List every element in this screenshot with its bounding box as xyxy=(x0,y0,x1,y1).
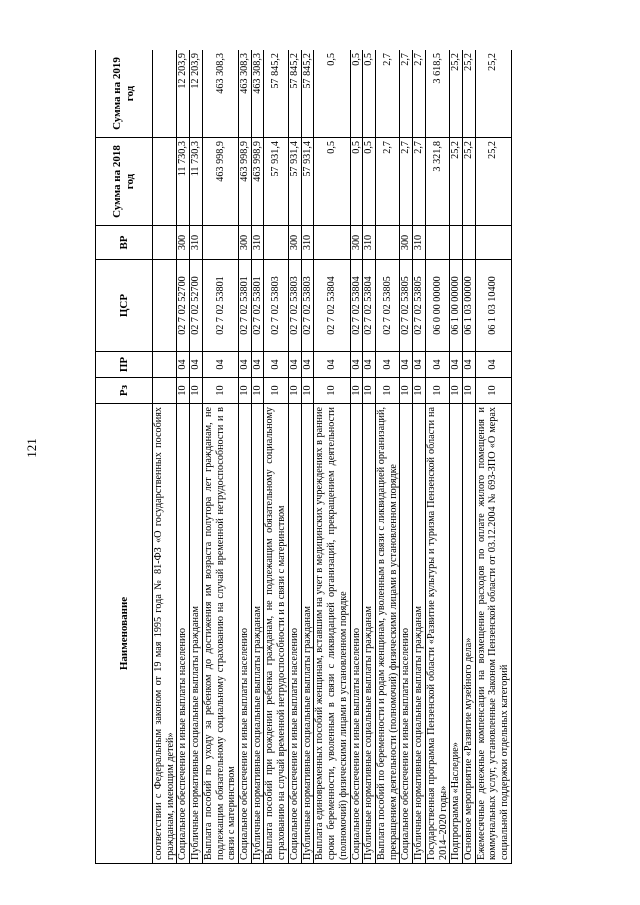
cell-csr: 02 7 02 52700 xyxy=(190,260,203,352)
table-row xyxy=(400,50,413,864)
cell-pr: 04 xyxy=(400,352,413,378)
cell-name: Ежемесячные денежные компенсации на возмещение расходов по оплате жилого помещения и коммунальных услуг, установленные Законом Пензенской области от 03.12.2004 № 693-ЗПО «О мерах социальной поддержки отдельных категорий xyxy=(475,404,511,864)
cell-rz: 10 xyxy=(202,378,238,404)
cell-sum-2019: 2,7 xyxy=(413,50,426,138)
cell-sum-2018: 57 931,4 xyxy=(301,138,314,226)
cell-pr: 04 xyxy=(301,352,314,378)
cell-sum-2018: 463 998,9 xyxy=(239,138,252,226)
cell-pr: 04 xyxy=(288,352,301,378)
cell-pr xyxy=(153,352,177,378)
cell-sum-2019: 57 845,2 xyxy=(301,50,314,138)
cell-csr: 02 7 02 53804 xyxy=(350,260,363,352)
cell-name: Социальное обеспечение и иные выплаты населению xyxy=(239,404,252,864)
cell-csr: 06 1 03 00000 xyxy=(462,260,475,352)
table-frame xyxy=(95,50,570,864)
cell-sum-2018: 11 730,3 xyxy=(190,138,203,226)
cell-vr: 310 xyxy=(251,226,264,260)
cell-vr: 310 xyxy=(190,226,203,260)
table-row xyxy=(350,50,363,864)
cell-pr: 04 xyxy=(413,352,426,378)
cell-csr: 02 7 02 53805 xyxy=(413,260,426,352)
cell-name: Социальное обеспечение и иные выплаты населению xyxy=(350,404,363,864)
cell-vr: 300 xyxy=(177,226,190,260)
cell-sum-2018: 3 321,8 xyxy=(425,138,449,226)
table-row xyxy=(363,50,376,864)
header-csr: ЦСР xyxy=(96,260,153,352)
cell-sum-2019: 463 308,3 xyxy=(202,50,238,138)
budget-table xyxy=(95,50,512,864)
page-number: 121 xyxy=(24,438,39,458)
table-row xyxy=(425,50,449,864)
cell-sum-2019: 463 308,3 xyxy=(251,50,264,138)
cell-name: Основное мероприятие «Развитие музейного дела» xyxy=(462,404,475,864)
header-vr: ВР xyxy=(96,226,153,260)
cell-sum-2018: 2,7 xyxy=(400,138,413,226)
cell-sum-2019: 0,5 xyxy=(314,50,350,138)
cell-sum-2019: 2,7 xyxy=(375,50,399,138)
cell-vr xyxy=(264,226,288,260)
cell-csr: 02 7 02 53805 xyxy=(375,260,399,352)
table-row xyxy=(153,50,177,864)
cell-sum-2019 xyxy=(153,50,177,138)
cell-csr: 06 1 03 10400 xyxy=(475,260,511,352)
cell-csr: 02 7 02 53805 xyxy=(400,260,413,352)
table-row xyxy=(475,50,511,864)
table-row xyxy=(239,50,252,864)
table-row xyxy=(251,50,264,864)
cell-sum-2018: 11 730,3 xyxy=(177,138,190,226)
cell-sum-2018: 2,7 xyxy=(413,138,426,226)
header-sum-2018: Сумма на 2018 год xyxy=(96,138,153,226)
cell-name: Публичные нормативные социальные выплаты гражданам xyxy=(363,404,376,864)
cell-sum-2018: 25,2 xyxy=(475,138,511,226)
cell-pr: 04 xyxy=(375,352,399,378)
cell-sum-2019: 0,5 xyxy=(350,50,363,138)
cell-rz xyxy=(153,378,177,404)
header-name: Наименование xyxy=(96,404,153,864)
cell-rz: 10 xyxy=(413,378,426,404)
cell-pr: 04 xyxy=(177,352,190,378)
table-row xyxy=(202,50,238,864)
cell-sum-2019: 25,2 xyxy=(475,50,511,138)
cell-sum-2019: 25,2 xyxy=(450,50,463,138)
cell-vr xyxy=(475,226,511,260)
cell-sum-2018: 0,5 xyxy=(363,138,376,226)
cell-csr: 06 0 00 00000 xyxy=(425,260,449,352)
cell-sum-2018: 463 998,9 xyxy=(251,138,264,226)
cell-rz: 10 xyxy=(450,378,463,404)
cell-vr: 300 xyxy=(288,226,301,260)
cell-rz: 10 xyxy=(264,378,288,404)
cell-vr xyxy=(375,226,399,260)
cell-vr xyxy=(425,226,449,260)
cell-pr: 04 xyxy=(251,352,264,378)
cell-csr: 02 7 02 53804 xyxy=(314,260,350,352)
cell-vr: 310 xyxy=(363,226,376,260)
cell-sum-2019: 12 203,9 xyxy=(177,50,190,138)
cell-rz: 10 xyxy=(239,378,252,404)
cell-rz: 10 xyxy=(462,378,475,404)
cell-vr xyxy=(202,226,238,260)
cell-name: Подпрограмма «Наследие» xyxy=(450,404,463,864)
cell-csr: 02 7 02 53804 xyxy=(363,260,376,352)
cell-pr: 04 xyxy=(190,352,203,378)
cell-sum-2019: 25,2 xyxy=(462,50,475,138)
cell-sum-2018: 463 998,9 xyxy=(202,138,238,226)
cell-name: Социальное обеспечение и иные выплаты населению xyxy=(288,404,301,864)
cell-pr: 04 xyxy=(350,352,363,378)
table-row xyxy=(314,50,350,864)
cell-rz: 10 xyxy=(251,378,264,404)
cell-name: соответствии с Федеральным законом от 19 мая 1995 года № 81-ФЗ «О государственных пособиях гражданам, имеющим детей» xyxy=(153,404,177,864)
cell-vr xyxy=(153,226,177,260)
cell-sum-2019: 2,7 xyxy=(400,50,413,138)
table-row xyxy=(301,50,314,864)
cell-name: Социальное обеспечение и иные выплаты населению xyxy=(177,404,190,864)
cell-pr: 04 xyxy=(239,352,252,378)
cell-rz: 10 xyxy=(350,378,363,404)
cell-csr xyxy=(153,260,177,352)
cell-vr: 300 xyxy=(239,226,252,260)
table-row xyxy=(450,50,463,864)
cell-name: Социальное обеспечение и иные выплаты населению xyxy=(400,404,413,864)
header-rz: Рз xyxy=(96,378,153,404)
cell-sum-2019: 463 308,3 xyxy=(239,50,252,138)
cell-name: Государственная программа Пензенской области «Развитие культуры и туризма Пензенской области на 2014–2020 годы» xyxy=(425,404,449,864)
cell-vr: 300 xyxy=(350,226,363,260)
cell-vr xyxy=(314,226,350,260)
cell-name: Выплата пособий при рождении ребенка гражданам, не подлежащим обязательному социальному страхованию на случай временной нетрудоспособности и в связи с материнством xyxy=(264,404,288,864)
cell-rz: 10 xyxy=(177,378,190,404)
cell-name: Публичные нормативные социальные выплаты гражданам xyxy=(190,404,203,864)
cell-csr: 06 1 00 00000 xyxy=(450,260,463,352)
cell-csr: 02 7 02 53801 xyxy=(239,260,252,352)
table-row xyxy=(177,50,190,864)
cell-sum-2019: 3 618,5 xyxy=(425,50,449,138)
table-row xyxy=(288,50,301,864)
cell-pr: 04 xyxy=(314,352,350,378)
cell-pr: 04 xyxy=(462,352,475,378)
cell-pr: 04 xyxy=(264,352,288,378)
cell-vr xyxy=(450,226,463,260)
cell-sum-2018: 25,2 xyxy=(450,138,463,226)
cell-sum-2018: 57 931,4 xyxy=(264,138,288,226)
cell-sum-2018 xyxy=(153,138,177,226)
rotated-table-container xyxy=(95,50,570,864)
cell-csr: 02 7 02 53801 xyxy=(202,260,238,352)
cell-vr xyxy=(462,226,475,260)
cell-pr: 04 xyxy=(425,352,449,378)
cell-sum-2019: 12 203,9 xyxy=(190,50,203,138)
cell-vr: 300 xyxy=(400,226,413,260)
cell-sum-2018: 0,5 xyxy=(314,138,350,226)
cell-pr: 04 xyxy=(475,352,511,378)
cell-vr: 310 xyxy=(413,226,426,260)
cell-name: Публичные нормативные социальные выплаты гражданам xyxy=(413,404,426,864)
cell-pr: 04 xyxy=(202,352,238,378)
cell-name: Публичные нормативные социальные выплаты гражданам xyxy=(251,404,264,864)
cell-pr: 04 xyxy=(363,352,376,378)
table-body xyxy=(153,50,512,864)
cell-sum-2019: 57 845,2 xyxy=(264,50,288,138)
cell-rz: 10 xyxy=(301,378,314,404)
cell-vr: 310 xyxy=(301,226,314,260)
cell-rz: 10 xyxy=(400,378,413,404)
cell-sum-2018: 0,5 xyxy=(350,138,363,226)
cell-csr: 02 7 02 53803 xyxy=(264,260,288,352)
cell-csr: 02 7 02 53801 xyxy=(251,260,264,352)
cell-name: Выплата единовременных пособий женщинам, вставшим на учет в медицинских учреждениях в ранние сроки беременности, уволенным в связи с ликвидацией организаций, прекращением деятельности (полномочий) физическими лицами в установленном порядке xyxy=(314,404,350,864)
cell-pr: 04 xyxy=(450,352,463,378)
cell-rz: 10 xyxy=(375,378,399,404)
table-header-row xyxy=(96,50,153,864)
cell-sum-2018: 25,2 xyxy=(462,138,475,226)
cell-csr: 02 7 02 53803 xyxy=(288,260,301,352)
table-row xyxy=(264,50,288,864)
cell-rz: 10 xyxy=(190,378,203,404)
table-row xyxy=(375,50,399,864)
cell-name: Выплата пособий по уходу за ребенком до достижения им возраста полутора лет гражданам, не подлежащим обязательному социальному страхованию на случай временной нетрудоспособности и в связи с материнством xyxy=(202,404,238,864)
table-row xyxy=(413,50,426,864)
header-sum-2019: Сумма на 2019 год xyxy=(96,50,153,138)
cell-rz: 10 xyxy=(314,378,350,404)
table-row xyxy=(190,50,203,864)
cell-sum-2018: 57 931,4 xyxy=(288,138,301,226)
cell-csr: 02 7 02 52700 xyxy=(177,260,190,352)
table-row xyxy=(462,50,475,864)
cell-sum-2019: 57 845,2 xyxy=(288,50,301,138)
cell-sum-2019: 0,5 xyxy=(363,50,376,138)
cell-rz: 10 xyxy=(425,378,449,404)
cell-rz: 10 xyxy=(363,378,376,404)
cell-rz: 10 xyxy=(288,378,301,404)
cell-name: Выплата пособий по беременности и родам женщинам, уволенным в связи с ликвидацией организаций, прекращением деятельности (полномочий) физическими лицами в установленном порядке xyxy=(375,404,399,864)
cell-sum-2018: 2,7 xyxy=(375,138,399,226)
cell-name: Публичные нормативные социальные выплаты гражданам xyxy=(301,404,314,864)
cell-rz: 10 xyxy=(475,378,511,404)
cell-csr: 02 7 02 53803 xyxy=(301,260,314,352)
header-pr: ПР xyxy=(96,352,153,378)
